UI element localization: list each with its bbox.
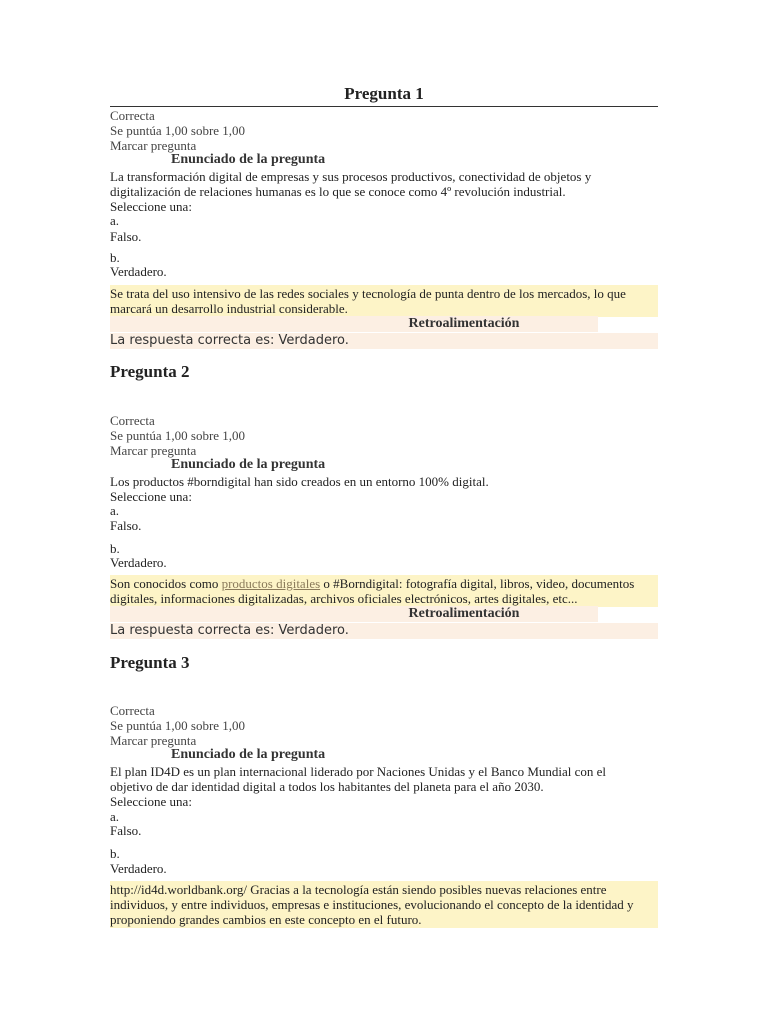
question-3-statement-line1: El plan ID4D es un plan internacional liderado por Naciones Unidas y el Banco Mundial con el	[110, 764, 607, 779]
question-1-option-a-letter[interactable]: a.	[110, 213, 120, 228]
question-2-option-a-text[interactable]: Falso.	[110, 518, 142, 533]
question-2-flag-link[interactable]: Marcar pregunta	[110, 443, 197, 458]
question-3-status: Correcta	[110, 703, 155, 718]
question-2-correct-answer: La respuesta correcta es: Verdadero.	[110, 623, 658, 639]
question-1-retro-bar	[110, 316, 598, 332]
question-1-feedback-line1: Se trata del uso intensivo de las redes sociales y tecnología de punta dentro de los mercados, lo que	[110, 286, 626, 301]
question-2-option-b-letter[interactable]: b.	[110, 541, 120, 556]
question-3-statement-heading: Enunciado de la pregunta	[171, 747, 326, 762]
question-1-option-b-letter[interactable]: b.	[110, 250, 120, 265]
question-2-feedback-line1	[110, 576, 658, 591]
question-2-select-prompt: Seleccione una:	[110, 489, 192, 504]
question-3-statement-line2: objetivo de dar identidad digital a todos los habitantes del planeta para el año 2030.	[110, 779, 544, 794]
question-3-flag-link[interactable]: Marcar pregunta	[110, 733, 197, 748]
question-2-feedback-pre: Son conocidos como	[110, 576, 222, 591]
question-2-feedback	[110, 575, 658, 607]
question-1-retro-heading: Retroalimentación	[408, 316, 520, 331]
question-2-score: Se puntúa 1,00 sobre 1,00	[110, 428, 246, 443]
question-3-option-a-letter[interactable]: a.	[110, 809, 120, 824]
question-1-status: Correcta	[110, 108, 155, 123]
question-1-option-b-text[interactable]: Verdadero.	[110, 264, 167, 279]
question-1-statement-heading: Enunciado de la pregunta	[171, 152, 326, 167]
question-1-feedback	[110, 285, 658, 317]
question-1-select-prompt: Seleccione una:	[110, 199, 192, 214]
question-1-statement-line1: La transformación digital de empresas y sus procesos productivos, conectividad de objetos y	[110, 169, 592, 184]
question-1-option-a-text[interactable]: Falso.	[110, 229, 142, 244]
question-2-status: Correcta	[110, 413, 155, 428]
productos-digitales-link[interactable]: productos digitales	[221, 576, 321, 591]
question-3-feedback	[110, 881, 658, 928]
question-3-feedback-line2: individuos, y entre individuos, empresas e instituciones, evolucionando el concepto de la identidad y	[110, 897, 634, 912]
question-2-retro-bar	[110, 606, 598, 622]
question-3-title: Pregunta 3	[110, 653, 190, 672]
question-3-option-b-text[interactable]: Verdadero.	[110, 861, 167, 876]
question-1-correct-answer: La respuesta correcta es: Verdadero.	[110, 333, 658, 349]
question-2-feedback-line2: digitales, informaciones digitalizadas, archivos oficiales electrónicos, artes digitales, etc...	[110, 591, 578, 606]
question-3-score: Se puntúa 1,00 sobre 1,00	[110, 718, 246, 733]
question-3-feedback-line3: proponiendo grandes cambios en este concepto en el futuro.	[110, 912, 422, 927]
question-2-option-a-letter[interactable]: a.	[110, 503, 120, 518]
question-2-option-b-text[interactable]: Verdadero.	[110, 555, 167, 570]
question-2-title: Pregunta 2	[110, 362, 190, 381]
question-1-flag-link[interactable]: Marcar pregunta	[110, 138, 197, 153]
question-2-retro-heading: Retroalimentación	[408, 606, 520, 621]
question-1-title: Pregunta 1	[110, 84, 658, 107]
question-1-score: Se puntúa 1,00 sobre 1,00	[110, 123, 246, 138]
question-3-feedback-line1: http://id4d.worldbank.org/ Gracias a la tecnología están siendo posibles nuevas relaciones entre	[110, 882, 607, 897]
question-2-feedback-post: o #Borndigital: fotografía digital, libros, video, documentos	[320, 576, 635, 591]
question-1-feedback-line2: marcará un desarrollo industrial considerable.	[110, 301, 348, 316]
question-3-select-prompt: Seleccione una:	[110, 794, 192, 809]
question-3-option-b-letter[interactable]: b.	[110, 846, 120, 861]
question-3-option-a-text[interactable]: Falso.	[110, 823, 142, 838]
question-1-statement-line2: digitalización de relaciones humanas es lo que se conoce como 4º revolución industrial.	[110, 184, 566, 199]
question-2-statement-heading: Enunciado de la pregunta	[171, 457, 326, 472]
question-2-statement-line1: Los productos #borndigital han sido creados en un entorno 100% digital.	[110, 474, 489, 489]
